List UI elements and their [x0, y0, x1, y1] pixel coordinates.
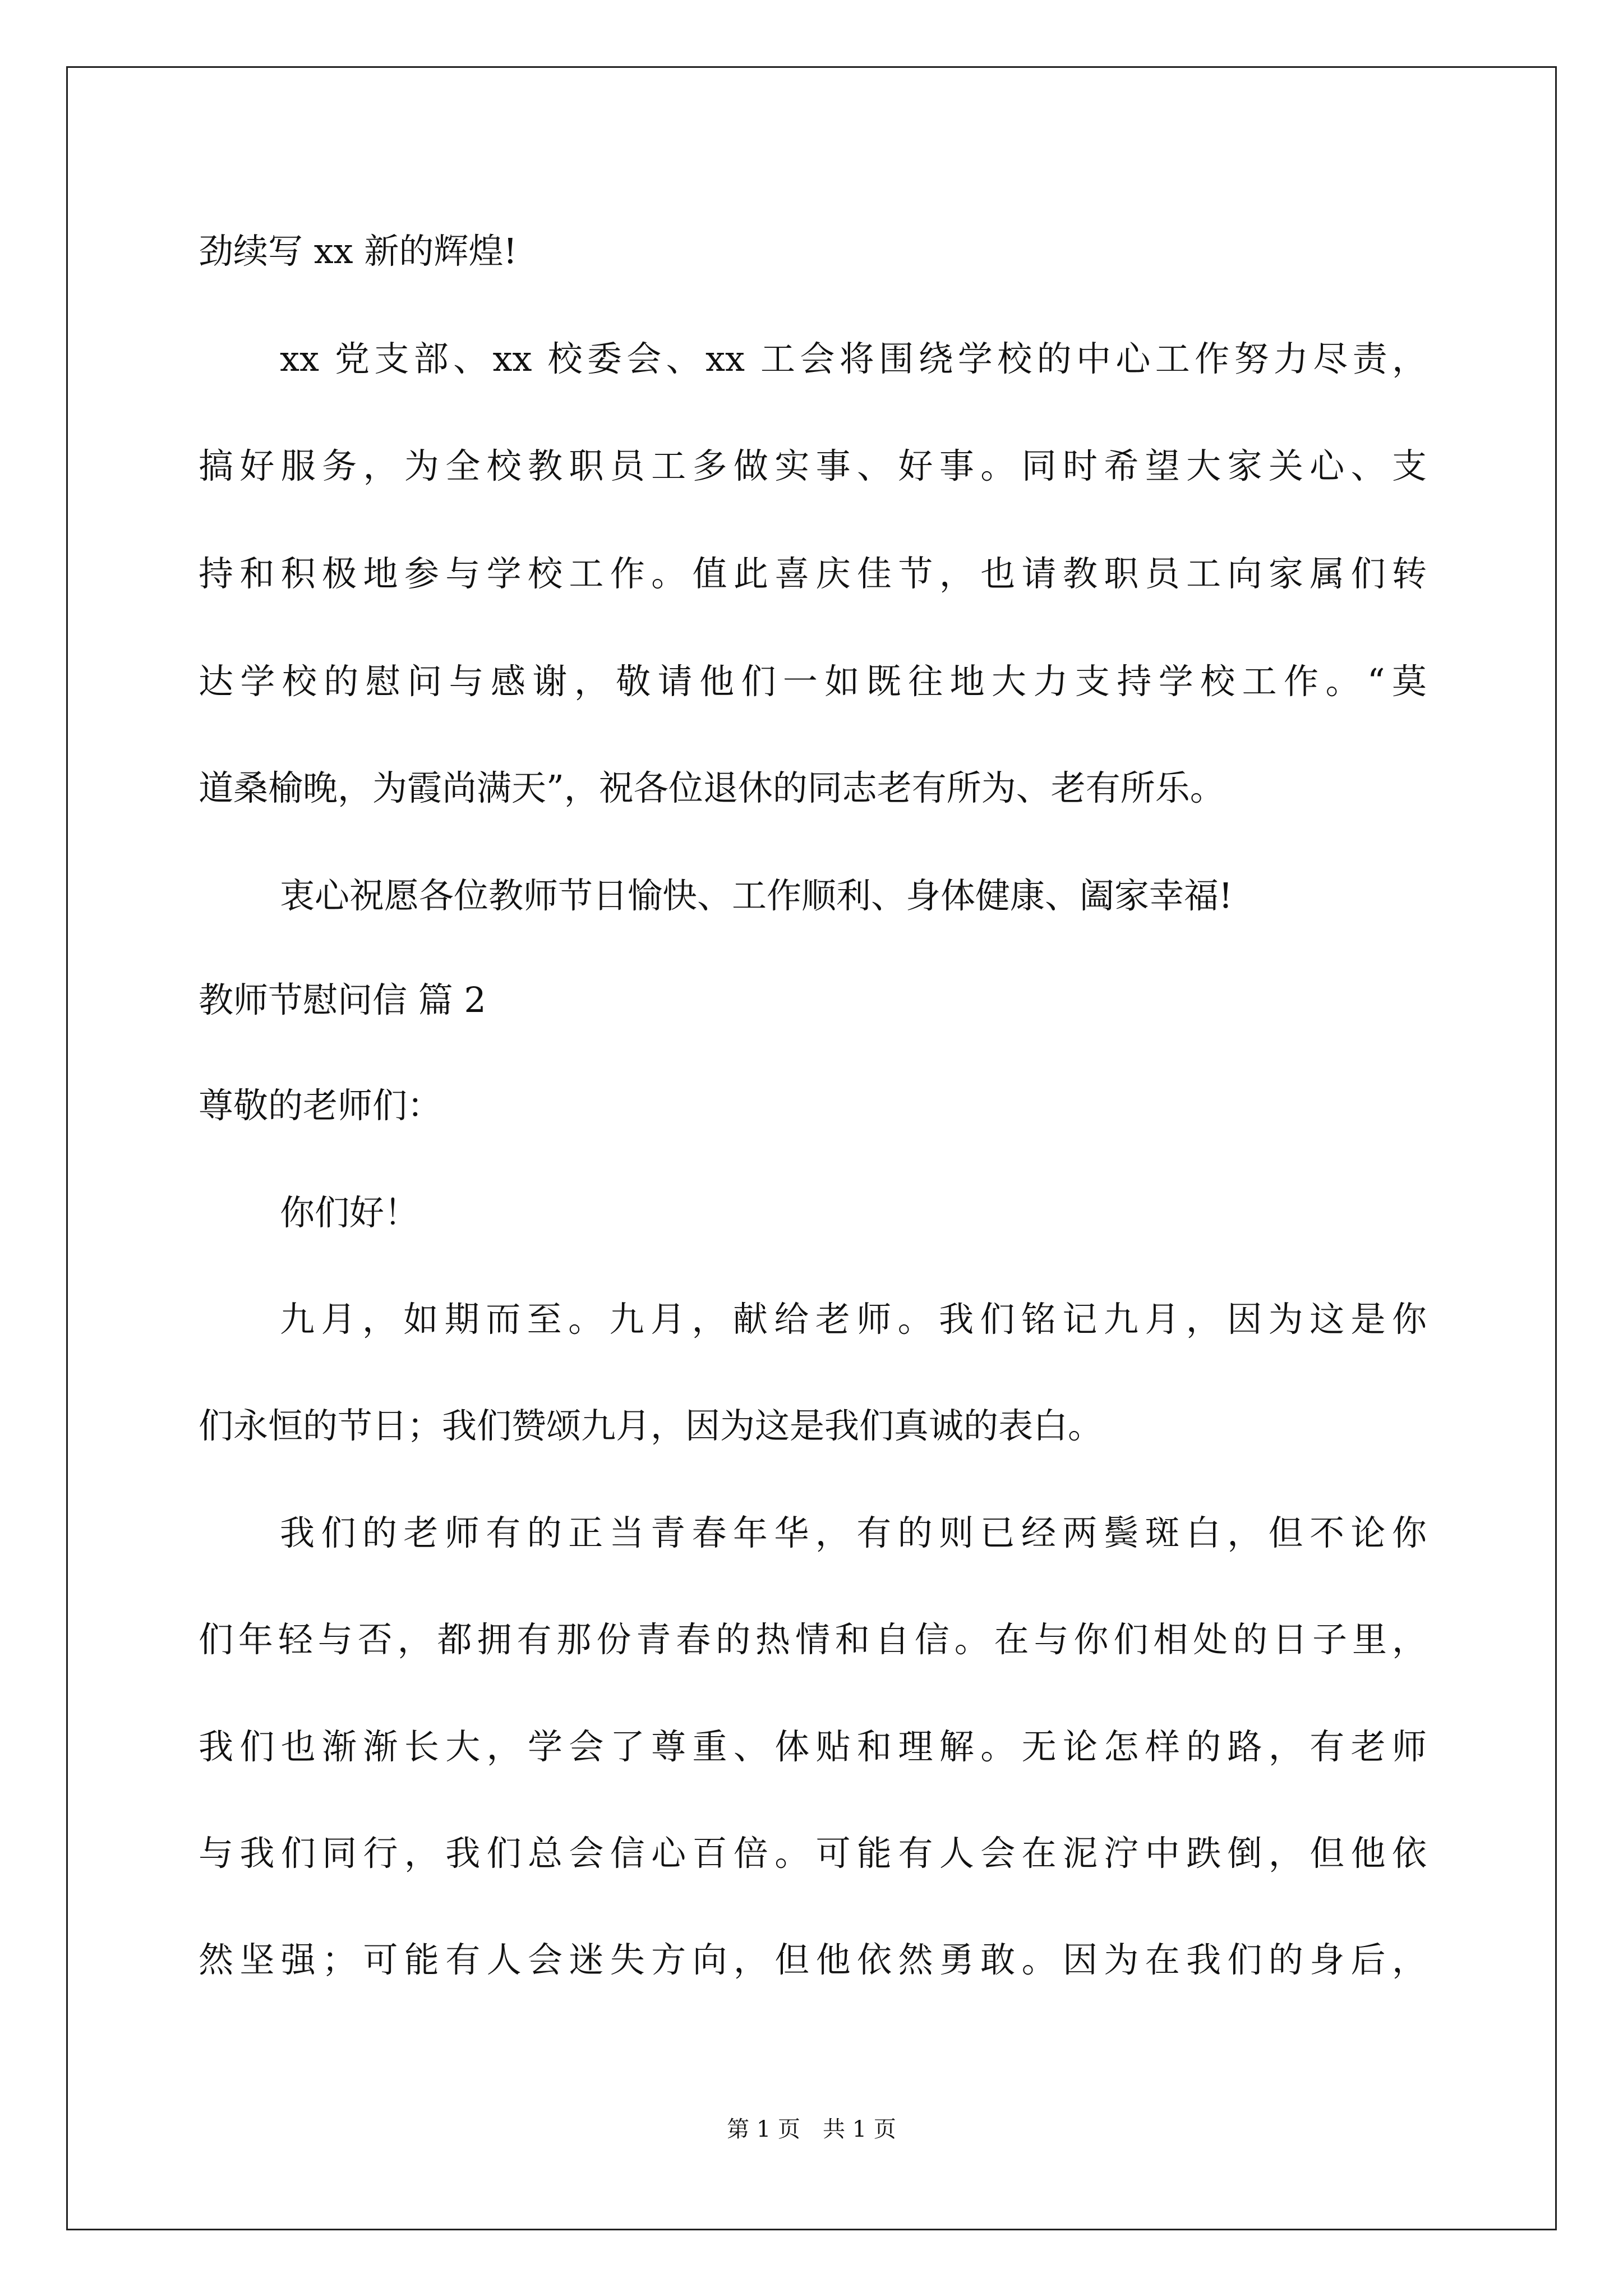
text-line: 劲续写 xx 新的辉煌!: [199, 231, 518, 272]
text-line: 我们的老师有的正当青春年华，有的则已经两鬓斑白，但不论你: [280, 1512, 1427, 1553]
page-number: 第 1 页: [727, 2116, 800, 2142]
page-footer: [0, 2118, 1623, 2141]
text-line: 们年轻与否，都拥有那份青春的热情和自信。在与你们相处的日子里，: [199, 1619, 1427, 1660]
text-line: 达学校的慰问与感谢，敬请他们一如既往地大力支持学校工作。“莫: [199, 661, 1427, 702]
section-heading: 教师节慰问信 篇 2: [199, 979, 486, 1020]
text-line: 九月，如期而至。九月，献给老师。我们铭记九月，因为这是你: [280, 1299, 1427, 1340]
text-line: 搞好服务，为全校教职员工多做实事、好事。同时希望大家关心、支: [199, 445, 1427, 486]
text-line: 道桑榆晚，为霞尚满天”，祝各位退休的同志老有所为、老有所乐。: [199, 767, 1225, 808]
page-border: [66, 66, 1557, 2230]
text-line: 我们也渐渐长大，学会了尊重、体贴和理解。无论怎样的路，有老师: [199, 1726, 1427, 1767]
page-total: 共 1 页: [823, 2116, 896, 2142]
text-line: 与我们同行，我们总会信心百倍。可能有人会在泥泞中跌倒，但他依: [199, 1833, 1427, 1874]
text-line: xx 党支部、xx 校委会、xx 工会将围绕学校的中心工作努力尽责，: [280, 338, 1427, 379]
text-line: 持和积极地参与学校工作。值此喜庆佳节，也请教职员工向家属们转: [199, 553, 1427, 594]
salutation: 尊敬的老师们：: [199, 1085, 442, 1126]
text-line: 然坚强；可能有人会迷失方向，但他依然勇敢。因为在我们的身后，: [199, 1939, 1427, 1980]
text-line: 衷心祝愿各位教师节日愉快、工作顺利、身体健康、阖家幸福!: [280, 875, 1233, 916]
text-line: 们永恒的节日；我们赞颂九月，因为这是我们真诚的表白。: [199, 1405, 1103, 1446]
greeting: 你们好！: [280, 1192, 419, 1233]
